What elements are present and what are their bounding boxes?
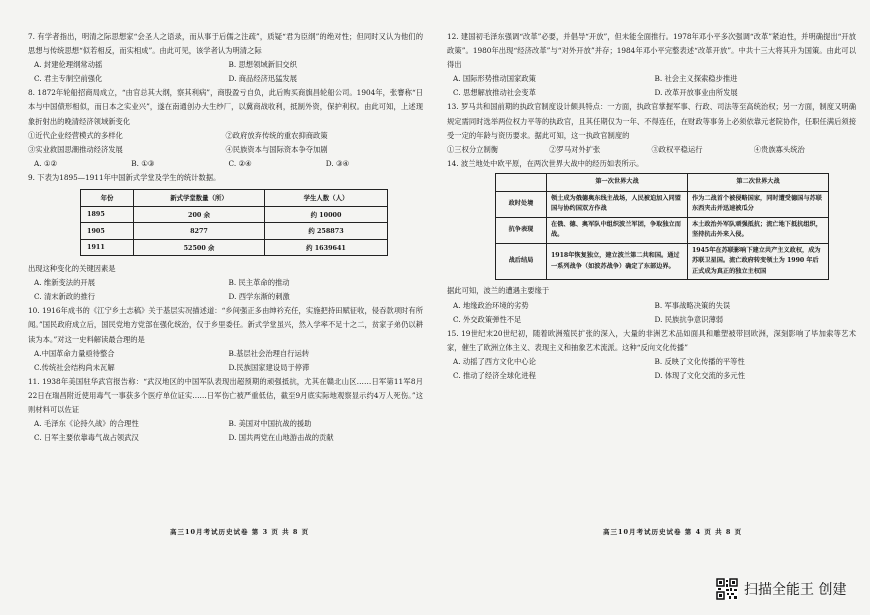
- header-student-count: 学生人数（人）: [265, 190, 388, 207]
- option-d[interactable]: D. ③④: [325, 158, 350, 168]
- header-blank: [496, 173, 547, 191]
- question-14-options: [447, 299, 856, 327]
- watermark-text: 扫描全能王 创建: [744, 582, 847, 598]
- question-8-stem: 8. 1872年轮船招商局成立，“由官总其大纲，察其利病”，商股盈亏自负，此后购买商旗昌轮船公司。1904年，张謇称“日本与中国债形相似，而日本之实业兴”，遂在南通创办大生纱厂，以冀商战收利，抵制外资，保护利权。由此可知，上述现象折射出的晚清经济领域新变化: [28, 88, 423, 126]
- table-row: [496, 217, 829, 243]
- header-ww2: 第二次世界大战: [688, 173, 829, 191]
- table-row: [81, 239, 388, 256]
- header-year: 年份: [81, 190, 134, 207]
- table-cell: 政时处境: [496, 191, 547, 217]
- option-d[interactable]: D.民族国家建设局于停滞: [228, 362, 310, 372]
- statement-4: ④贵族寡头统治: [753, 144, 805, 154]
- statement-3: ③实业救国思潮推动经济发展: [28, 144, 123, 154]
- table-cell: 1905: [81, 223, 134, 240]
- question-8-statements: [28, 129, 423, 157]
- option-d[interactable]: D. 商品经济迅猛发展: [228, 74, 298, 84]
- table-cell: 约 258873: [265, 223, 388, 240]
- option-c[interactable]: C. 外交政策弹性不足: [453, 314, 522, 324]
- option-a[interactable]: A. 国际形势推动国家政策: [453, 74, 536, 84]
- question-13-stem: 13. 罗马共和国前期的执政官制度设计颇具特点：一方面，执政官掌握军事、行政、司法等至高统治权；另一方面，制度又明确规定需同时选举两位权力平等的执政官，且其任期仅为一年、不得连任，在财政等事务上必须依靠元老院协作，任职任满后须接受一定的年龄与资历要求。据此可知，这一执政官制度的: [447, 102, 856, 140]
- question-9-prompt: 出现这种变化的关键因素是: [28, 264, 116, 274]
- option-b[interactable]: B.基层社会治理自行运转: [228, 348, 310, 358]
- table-cell: 抗争表现: [496, 217, 547, 243]
- table-cell: 在俄、德、奥军队中组织波兰军团，争取独立而战。: [547, 217, 688, 243]
- question-10-stem: 10. 1916年成书的《江宁乡土志稿》关于基层实况描述道：“乡间强正多由绅衿充任，实施把持田赋征收，侵吞款项时有所闻。”国民政府成立后，国民党地方党部在强化统治，仅于乡里委任。新式学堂虽兴，然入学率不足十之二，贫家子弟仍以耕读为本。”对这一史料解读最合理的是: [28, 306, 423, 344]
- question-15-stem: 15. 19世纪末20世纪初，随着欧洲殖民扩张的深入，大量的非洲艺术品如面具和雕塑被带回欧洲，深刻影响了毕加索等艺术家，催生了欧洲立体主义、表现主义和抽象艺术流派。这种“反向文化传播”: [447, 328, 856, 352]
- header-ww1: 第一次世界大战: [547, 173, 688, 191]
- table-cell: 1895: [81, 206, 134, 223]
- statement-1: ①近代企业经营模式的多样化: [28, 130, 123, 140]
- question-14-stem: 14. 波兰地处中欧平原，在两次世界大战中的经历如表所示。: [447, 158, 644, 168]
- option-d[interactable]: D. 体现了文化交流的多元性: [654, 371, 745, 380]
- question-12-stem: 12. 建国初毛泽东强调“改革”必要，并倡导“开放”，但未能全面推行。1978年邓小平多次强调“改革”紧迫性，并明确提出“开放政策”。1980年出现“经济改革”与“对外开放”并存；1984年邓小平完整表述“改革开放”。中共十三大将其升为国策。由此可以得出: [447, 32, 856, 70]
- option-b[interactable]: B. 民主革命的推动: [228, 278, 290, 288]
- table-cell: 1918年恢复独立，建立波兰第二共和国。通过一系列战争（如波苏战争）确定了东部边界。: [547, 243, 688, 280]
- table-cell: 领土成为俄德奥东线主战场，人民被迫加入同盟国与协约国双方作战: [547, 191, 688, 217]
- question-8-options: [28, 157, 423, 171]
- question-14-prompt: 据此可知，波兰的遭遇主要缘于: [447, 286, 550, 296]
- table-cell: 本土政治外军队顽强抵抗；流亡地下抵抗组织，坚持抗击外来入侵。: [688, 217, 829, 243]
- option-c[interactable]: C. 君主专制空前强化: [34, 74, 103, 84]
- statement-3: ③政权平稳运行: [651, 144, 703, 154]
- option-b[interactable]: B. 军事战略决策的失误: [654, 300, 731, 310]
- poland-wars-table: [495, 173, 829, 281]
- table-cell: 8277: [134, 223, 265, 240]
- question-10-options: [28, 347, 423, 375]
- statement-2: ②罗马对外扩张: [549, 144, 601, 154]
- question-13-statements: [447, 143, 856, 157]
- option-d[interactable]: D. 西学东渐的刺激: [228, 292, 290, 302]
- option-a[interactable]: A. 地缘政治环境的劣势: [453, 300, 529, 310]
- table-header-row: [81, 190, 388, 207]
- page-footer-4: 高三10月考试历史试卷 第 4 页 共 8 页: [603, 528, 743, 536]
- school-statistics-table: [80, 189, 388, 256]
- table-cell: 作为二战首个被侵略国家，同时遭受德国与苏联东西夹击并迅速被瓜分: [688, 191, 829, 217]
- option-a[interactable]: A. 维新变法的开展: [34, 278, 95, 288]
- page-footer-3: 高三10月考试历史试卷 第 3 页 共 8 页: [170, 528, 310, 536]
- table-cell: 1911: [81, 239, 134, 256]
- exam-page-4: [435, 0, 870, 615]
- option-c[interactable]: C. 日军主要依靠毒气战占领武汉: [34, 433, 139, 443]
- option-c[interactable]: C. 推动了经济全球化进程: [453, 371, 536, 380]
- statement-4: ④民族资本与国际资本争夺加剧: [225, 144, 328, 154]
- question-9-options: [28, 276, 423, 304]
- statement-1: ①三权分立制衡: [447, 144, 499, 154]
- table-cell: 200 余: [134, 206, 265, 223]
- option-c[interactable]: C. 清末新政的推行: [34, 292, 96, 302]
- option-a[interactable]: A.中国革命力量亟待整合: [34, 348, 115, 358]
- table-row: [496, 191, 829, 217]
- header-school-count: 新式学堂数量（所）: [134, 190, 265, 207]
- option-a[interactable]: A. 封建伦理纲常动摇: [34, 60, 103, 70]
- option-b[interactable]: B. 美国对中国抗战的援助: [228, 419, 312, 429]
- table-row: [81, 223, 388, 240]
- question-7-options: [28, 58, 423, 86]
- question-12-options: [447, 72, 856, 100]
- question-15-options: [447, 355, 856, 383]
- table-cell: 52500 余: [134, 239, 265, 256]
- statement-2: ②政府放弃传统的重农抑商政策: [225, 130, 328, 140]
- option-a[interactable]: A. 动摇了西方文化中心论: [453, 356, 536, 366]
- table-row: [496, 243, 829, 280]
- option-b[interactable]: B. 社会主义探索稳步推进: [654, 74, 738, 84]
- table-cell: 约 1639641: [265, 239, 388, 256]
- option-c[interactable]: C.传统社会结构尚未瓦解: [34, 362, 115, 372]
- option-b[interactable]: B. 反映了文化传播的平等性: [654, 356, 745, 366]
- question-7-stem: 7. 有学者指出，明清之际思想家“会圣人之语录，而从事于后儒之注疏”，质疑“君为臣纲”的绝对性；但同时又认为他们的思想与传统思想“似若相反，而实相成”。由此可见，该学者认为明清之际: [28, 32, 423, 56]
- question-11-stem: 11. 1938年美国驻华武官报告称：“武汉地区的中国军队表现出超预期的顽强抵抗，尤其在赣北山区……日军第11军8月22日在瑞昌附近使用毒气一事获多个医疗单位证实……日军伤亡被严重低估，截至9月底实际地观察显示约4万人死伤。”这则材料可以佐证: [28, 376, 423, 414]
- table-row: [81, 206, 388, 223]
- table-header-row: [496, 173, 829, 191]
- table-cell: 战后结局: [496, 243, 547, 280]
- scanner-watermark: [716, 578, 846, 600]
- option-a[interactable]: A. ①②: [34, 158, 57, 168]
- option-a[interactable]: A. 毛泽东《论持久战》的合理性: [34, 419, 139, 429]
- option-d[interactable]: D. 改革开放事业由所发展: [654, 88, 738, 98]
- table-cell: 1945年在苏联影响下建立共产主义政权，成为苏联卫星国。流亡政府转变领土为 1990 年后正式成为真正的独立主权国: [688, 243, 829, 280]
- option-b[interactable]: B. 思想领域新旧交织: [228, 60, 297, 70]
- option-c[interactable]: C. 思想解放推动社会变革: [453, 88, 536, 98]
- option-d[interactable]: D. 国共两党在山地游击战的贡献: [228, 433, 334, 443]
- option-c[interactable]: C. ②④: [228, 158, 252, 168]
- question-9-stem: 9. 下表为1895—1911年中国新式学堂及学生的统计数据。: [28, 172, 221, 182]
- qr-code-icon: [716, 578, 738, 600]
- option-d[interactable]: D. 民族抗争意识薄弱: [654, 314, 724, 324]
- question-11-options: [28, 417, 423, 445]
- option-b[interactable]: B. ①③: [131, 158, 155, 168]
- table-cell: 约 10000: [265, 206, 388, 223]
